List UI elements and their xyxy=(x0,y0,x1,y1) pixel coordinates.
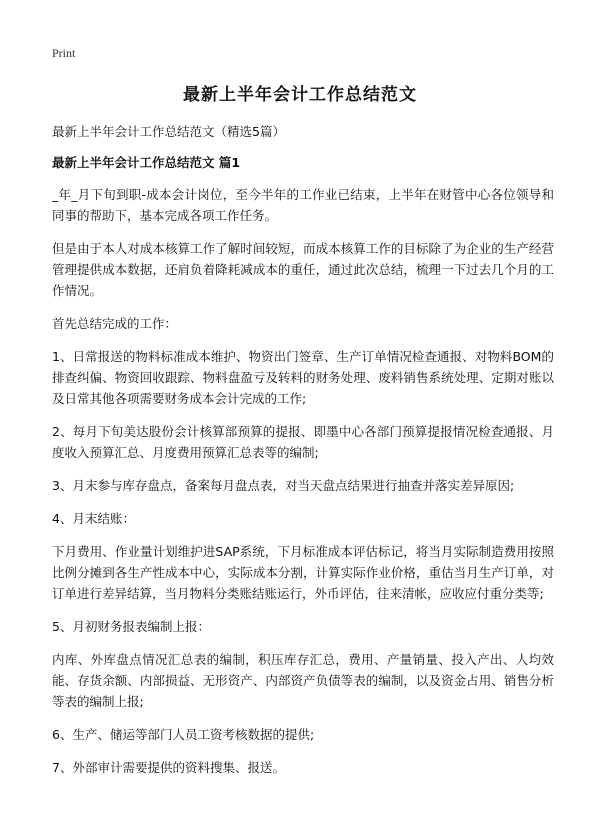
paragraph: 内库、外库盘点情况汇总表的编制，积压库存汇总，费用、产量销量、投入产出、人均效能、存货余额、内部损益、无形资产、内部资产负债等表的编制，以及资金占用、销售分析等表的编制上报; xyxy=(52,652,554,709)
print-label: Print xyxy=(52,46,76,60)
paragraph: 2、每月下旬美达股份会计核算部预算的提报、即墨中心各部门预算提报情况检查通报、月度收入预算汇总、月度费用预算汇总表等的编制; xyxy=(52,424,554,460)
paragraph: _年_月下旬到职-成本会计岗位，至今半年的工作业已结束，上半年在财管中心各位领导和同事的帮助下，基本完成各项工作任务。 xyxy=(52,187,554,223)
paragraph: 7、外部审计需要提供的资料搜集、报送。 xyxy=(52,760,285,775)
paragraph: 5、月初财务报表编制上报： xyxy=(52,619,210,634)
paragraph: 下月费用、作业量计划维护进SAP系统，下月标准成本评估标记，将当月实际制造费用按照比例分摊到各生产性成本中心，实际成本分割，计算实际作业价格，重估当月生产订单，对订单进行差异结算，当月物料分类账结账运行，外币评估，往来清帐，应收应付重分类等; xyxy=(52,544,554,601)
paragraph: 首先总结完成的工作： xyxy=(52,316,178,331)
paragraph: 3、月末参与库存盘点，备案每月盘点表，对当天盘点结果进行抽查并落实差异原因; xyxy=(52,478,515,493)
paragraph: 1、日常报送的物料标准成本维护、物资出门签章、生产订单情况检查通报、对物料BOM的排查纠偏、物资回收跟踪、物料盘盈亏及转料的财务处理、废料销售系统处理、定期对账以及日常其他各项需要财务成本会计完成的工作; xyxy=(52,349,554,406)
paragraph: 但是由于本人对成本核算工作了解时间较短，而成本核算工作的目标除了为企业的生产经营管理提供成本数据，还肩负着降耗减成本的重任，通过此次总结，梳理一下过去几个月的工作情况。 xyxy=(52,241,554,298)
paragraph: 4、月末结账： xyxy=(52,511,135,526)
page-title: 最新上半年会计工作总结范文 xyxy=(183,85,417,105)
document-body xyxy=(52,121,554,790)
section-title: 最新上半年会计工作总结范文 篇1 xyxy=(52,155,241,170)
paragraph: 6、生产、储运等部门人员工资考核数据的提供; xyxy=(52,727,315,742)
document-subtitle: 最新上半年会计工作总结范文（精选5篇） xyxy=(52,124,285,139)
